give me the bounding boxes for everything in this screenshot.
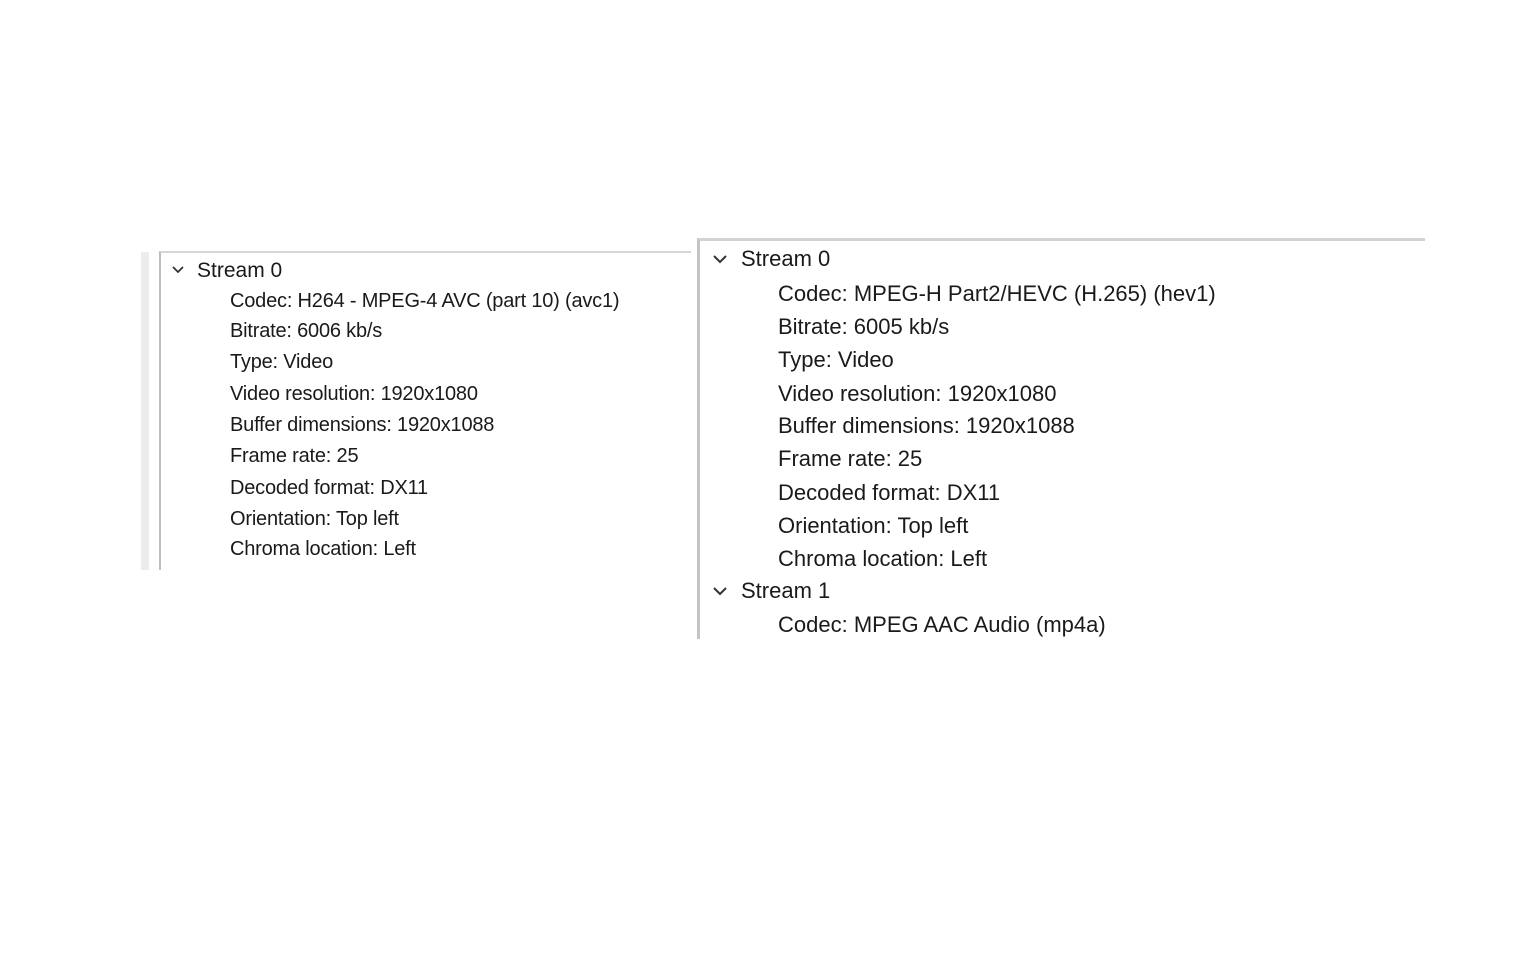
property-bitrate: Bitrate: 6005 kb/s xyxy=(778,314,950,339)
property-orientation: Orientation: Top left xyxy=(230,508,399,530)
property-type: Type: Video xyxy=(230,351,334,373)
property-decoded-format: Decoded format: DX11 xyxy=(778,480,1001,505)
property-frame-rate: Frame rate: 25 xyxy=(778,446,923,471)
property-buffer-dimensions: Buffer dimensions: 1920x1088 xyxy=(778,413,1075,438)
chevron-down-icon[interactable] xyxy=(712,583,728,599)
property-chroma-location: Chroma location: Left xyxy=(230,538,416,560)
tree-node-stream-0[interactable] xyxy=(700,241,1425,275)
property-orientation: Orientation: Top left xyxy=(778,513,969,538)
property-decoded-format: Decoded format: DX11 xyxy=(230,477,428,499)
property-codec: Codec: MPEG-H Part2/HEVC (H.265) (hev1) xyxy=(778,281,1216,306)
property-chroma-location: Chroma location: Left xyxy=(778,546,988,571)
stream-label: Stream 0 xyxy=(197,259,283,282)
stream-label: Stream 1 xyxy=(741,578,831,603)
chevron-down-icon[interactable] xyxy=(712,251,728,267)
property-video-resolution: Video resolution: 1920x1080 xyxy=(778,381,1057,406)
property-bitrate: Bitrate: 6006 kb/s xyxy=(230,320,383,342)
tree-node-stream-0[interactable] xyxy=(161,253,691,283)
property-frame-rate: Frame rate: 25 xyxy=(230,445,359,467)
stream-label: Stream 0 xyxy=(741,246,831,271)
property-codec: Codec: H264 - MPEG-4 AVC (part 10) (avc1) xyxy=(230,290,620,312)
property-codec: Codec: MPEG AAC Audio (mp4a) xyxy=(778,612,1106,637)
chevron-down-icon[interactable] xyxy=(171,263,185,277)
tree-node-stream-1[interactable] xyxy=(700,573,1425,607)
property-video-resolution: Video resolution: 1920x1080 xyxy=(230,383,478,405)
right-codec-tree xyxy=(697,238,1425,639)
property-buffer-dimensions: Buffer dimensions: 1920x1088 xyxy=(230,414,495,436)
property-type: Type: Video xyxy=(778,347,894,372)
scrollbar-track[interactable] xyxy=(141,252,149,570)
left-codec-tree xyxy=(159,251,691,570)
